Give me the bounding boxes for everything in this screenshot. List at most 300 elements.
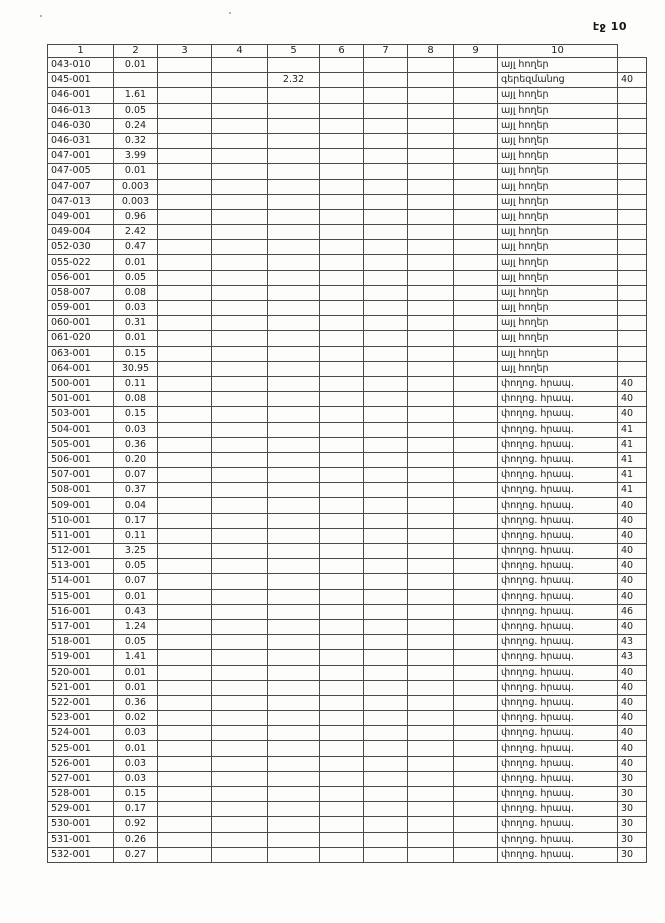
cell-land-type: փողոց. հրապ. bbox=[498, 437, 618, 452]
cell-col9 bbox=[454, 847, 498, 862]
cell-col7 bbox=[364, 255, 408, 270]
cell-col6 bbox=[320, 73, 364, 88]
cell-col5 bbox=[268, 559, 320, 574]
cell-col4 bbox=[212, 468, 268, 483]
margin-spacer bbox=[618, 45, 647, 58]
table-row bbox=[48, 498, 647, 513]
cell-land-type: այլ հողեր bbox=[498, 103, 618, 118]
cell-area-value: 0.15 bbox=[114, 346, 158, 361]
cell-col5 bbox=[268, 498, 320, 513]
table-row bbox=[48, 316, 647, 331]
cell-parcel-code: 525-001 bbox=[48, 741, 114, 756]
cell-col8 bbox=[408, 316, 454, 331]
cell-col8 bbox=[408, 802, 454, 817]
cell-col6 bbox=[320, 483, 364, 498]
cell-land-type: այլ հողեր bbox=[498, 225, 618, 240]
cell-land-type: փողոց. հրապ. bbox=[498, 407, 618, 422]
cell-col3 bbox=[158, 58, 212, 73]
cell-parcel-code: 047-001 bbox=[48, 149, 114, 164]
cell-col4 bbox=[212, 194, 268, 209]
cell-col4 bbox=[212, 346, 268, 361]
cell-col7 bbox=[364, 301, 408, 316]
table-row bbox=[48, 149, 647, 164]
cell-parcel-code: 515-001 bbox=[48, 589, 114, 604]
cell-margin-note: 41 bbox=[618, 422, 647, 437]
cell-col6 bbox=[320, 817, 364, 832]
cell-col5 bbox=[268, 346, 320, 361]
cell-col7 bbox=[364, 619, 408, 634]
cell-area-value: 0.92 bbox=[114, 817, 158, 832]
cell-parcel-code: 505-001 bbox=[48, 437, 114, 452]
cell-col9 bbox=[454, 468, 498, 483]
cell-col5 bbox=[268, 513, 320, 528]
cell-parcel-code: 047-005 bbox=[48, 164, 114, 179]
cell-area-value: 0.05 bbox=[114, 103, 158, 118]
cell-col6 bbox=[320, 255, 364, 270]
cell-col6 bbox=[320, 361, 364, 376]
cell-area-value: 0.36 bbox=[114, 437, 158, 452]
cell-col9 bbox=[454, 225, 498, 240]
cell-area-value: 0.27 bbox=[114, 847, 158, 862]
cell-land-type: փողոց. հրապ. bbox=[498, 787, 618, 802]
cell-col3 bbox=[158, 285, 212, 300]
cell-col7 bbox=[364, 756, 408, 771]
cell-margin-note: 40 bbox=[618, 498, 647, 513]
cell-margin-note: 30 bbox=[618, 771, 647, 786]
table-header bbox=[48, 45, 647, 58]
cell-col5 bbox=[268, 604, 320, 619]
cell-area-value: 0.07 bbox=[114, 468, 158, 483]
cell-margin-note bbox=[618, 194, 647, 209]
cell-col7 bbox=[364, 513, 408, 528]
cell-col3 bbox=[158, 832, 212, 847]
cell-col8 bbox=[408, 331, 454, 346]
cell-margin-note: 41 bbox=[618, 437, 647, 452]
table-row bbox=[48, 695, 647, 710]
cell-col8 bbox=[408, 179, 454, 194]
cell-col7 bbox=[364, 422, 408, 437]
cell-col4 bbox=[212, 285, 268, 300]
cell-col8 bbox=[408, 589, 454, 604]
cell-col5 bbox=[268, 376, 320, 391]
cell-parcel-code: 529-001 bbox=[48, 802, 114, 817]
cell-col7 bbox=[364, 194, 408, 209]
cell-parcel-code: 523-001 bbox=[48, 711, 114, 726]
cell-col4 bbox=[212, 58, 268, 73]
cell-margin-note bbox=[618, 209, 647, 224]
cell-col5 bbox=[268, 301, 320, 316]
cell-col3 bbox=[158, 118, 212, 133]
column-header-9: 9 bbox=[454, 45, 498, 58]
cell-area-value bbox=[114, 73, 158, 88]
cell-margin-note: 40 bbox=[618, 711, 647, 726]
cell-col9 bbox=[454, 513, 498, 528]
cell-area-value: 0.003 bbox=[114, 194, 158, 209]
cell-parcel-code: 510-001 bbox=[48, 513, 114, 528]
cell-col4 bbox=[212, 559, 268, 574]
table-row bbox=[48, 133, 647, 148]
cell-land-type: փողոց. հրապ. bbox=[498, 376, 618, 391]
cell-col3 bbox=[158, 574, 212, 589]
cell-land-type: փողոց. հրապ. bbox=[498, 619, 618, 634]
cell-col8 bbox=[408, 544, 454, 559]
cell-col6 bbox=[320, 680, 364, 695]
table-row bbox=[48, 118, 647, 133]
cell-parcel-code: 508-001 bbox=[48, 483, 114, 498]
cell-margin-note: 30 bbox=[618, 817, 647, 832]
cell-col8 bbox=[408, 437, 454, 452]
cell-area-value: 30.95 bbox=[114, 361, 158, 376]
cell-col9 bbox=[454, 817, 498, 832]
cell-parcel-code: 046-013 bbox=[48, 103, 114, 118]
cell-land-type: այլ հողեր bbox=[498, 255, 618, 270]
cell-col9 bbox=[454, 133, 498, 148]
cell-col3 bbox=[158, 103, 212, 118]
cell-col3 bbox=[158, 240, 212, 255]
cell-area-value: 2.42 bbox=[114, 225, 158, 240]
cell-col7 bbox=[364, 604, 408, 619]
table-row bbox=[48, 346, 647, 361]
cell-col4 bbox=[212, 528, 268, 543]
cell-col5 bbox=[268, 58, 320, 73]
cell-col5 bbox=[268, 483, 320, 498]
cell-area-value: 0.03 bbox=[114, 422, 158, 437]
cell-col4 bbox=[212, 574, 268, 589]
cell-col6 bbox=[320, 756, 364, 771]
cell-col3 bbox=[158, 680, 212, 695]
page-number: էջ 10 bbox=[592, 20, 627, 33]
cell-col4 bbox=[212, 817, 268, 832]
cell-margin-note bbox=[618, 118, 647, 133]
cell-col5 bbox=[268, 270, 320, 285]
cell-col4 bbox=[212, 483, 268, 498]
cell-col6 bbox=[320, 133, 364, 148]
cell-col5 bbox=[268, 407, 320, 422]
cell-col3 bbox=[158, 422, 212, 437]
table-row bbox=[48, 817, 647, 832]
cell-col9 bbox=[454, 452, 498, 467]
cell-col3 bbox=[158, 513, 212, 528]
cell-col9 bbox=[454, 635, 498, 650]
table-row bbox=[48, 209, 647, 224]
cell-land-type: այլ հողեր bbox=[498, 301, 618, 316]
cell-col4 bbox=[212, 771, 268, 786]
cell-col3 bbox=[158, 544, 212, 559]
cell-land-type: փողոց. հրապ. bbox=[498, 468, 618, 483]
cell-col4 bbox=[212, 604, 268, 619]
header-row bbox=[48, 45, 647, 58]
cell-col7 bbox=[364, 179, 408, 194]
cell-col6 bbox=[320, 164, 364, 179]
cell-col3 bbox=[158, 133, 212, 148]
cell-margin-note: 41 bbox=[618, 483, 647, 498]
cell-land-type: փողոց. հրապ. bbox=[498, 847, 618, 862]
cell-parcel-code: 052-030 bbox=[48, 240, 114, 255]
cell-col6 bbox=[320, 787, 364, 802]
cell-land-type: փողոց. հրապ. bbox=[498, 513, 618, 528]
cell-area-value: 0.43 bbox=[114, 604, 158, 619]
cell-col9 bbox=[454, 285, 498, 300]
cell-parcel-code: 060-001 bbox=[48, 316, 114, 331]
cell-margin-note: 40 bbox=[618, 741, 647, 756]
cell-parcel-code: 061-020 bbox=[48, 331, 114, 346]
cell-col5 bbox=[268, 316, 320, 331]
cell-col8 bbox=[408, 832, 454, 847]
cell-col3 bbox=[158, 695, 212, 710]
cell-col7 bbox=[364, 847, 408, 862]
cell-land-type: այլ հողեր bbox=[498, 179, 618, 194]
cell-parcel-code: 520-001 bbox=[48, 665, 114, 680]
table-row bbox=[48, 483, 647, 498]
cell-col3 bbox=[158, 726, 212, 741]
cell-col6 bbox=[320, 726, 364, 741]
table-row bbox=[48, 680, 647, 695]
cell-area-value: 1.61 bbox=[114, 88, 158, 103]
cell-col8 bbox=[408, 118, 454, 133]
table-row bbox=[48, 255, 647, 270]
column-header-5: 5 bbox=[268, 45, 320, 58]
cell-col9 bbox=[454, 73, 498, 88]
cell-col8 bbox=[408, 771, 454, 786]
table-row bbox=[48, 604, 647, 619]
cell-col6 bbox=[320, 118, 364, 133]
cell-col5 bbox=[268, 589, 320, 604]
cell-col8 bbox=[408, 726, 454, 741]
cell-area-value: 0.20 bbox=[114, 452, 158, 467]
cell-parcel-code: 058-007 bbox=[48, 285, 114, 300]
cell-col5: 2.32 bbox=[268, 73, 320, 88]
cell-col7 bbox=[364, 407, 408, 422]
cell-margin-note bbox=[618, 316, 647, 331]
cell-col5 bbox=[268, 574, 320, 589]
cell-parcel-code: 518-001 bbox=[48, 635, 114, 650]
cell-col4 bbox=[212, 376, 268, 391]
cell-col9 bbox=[454, 498, 498, 513]
cell-col5 bbox=[268, 361, 320, 376]
cell-margin-note bbox=[618, 361, 647, 376]
cell-col9 bbox=[454, 802, 498, 817]
cell-col7 bbox=[364, 635, 408, 650]
table-row bbox=[48, 88, 647, 103]
cell-col4 bbox=[212, 635, 268, 650]
cell-col3 bbox=[158, 88, 212, 103]
cell-col6 bbox=[320, 695, 364, 710]
cell-col6 bbox=[320, 149, 364, 164]
cell-parcel-code: 507-001 bbox=[48, 468, 114, 483]
cell-col9 bbox=[454, 422, 498, 437]
cell-col3 bbox=[158, 619, 212, 634]
cell-parcel-code: 046-030 bbox=[48, 118, 114, 133]
cell-col6 bbox=[320, 88, 364, 103]
cell-col9 bbox=[454, 726, 498, 741]
cell-col3 bbox=[158, 483, 212, 498]
cell-col5 bbox=[268, 164, 320, 179]
cell-col5 bbox=[268, 149, 320, 164]
cell-col8 bbox=[408, 452, 454, 467]
table-row bbox=[48, 225, 647, 240]
cell-col5 bbox=[268, 194, 320, 209]
cell-land-type: այլ հողեր bbox=[498, 194, 618, 209]
cell-col6 bbox=[320, 240, 364, 255]
cell-col3 bbox=[158, 802, 212, 817]
cell-area-value: 1.24 bbox=[114, 619, 158, 634]
cell-col4 bbox=[212, 680, 268, 695]
cell-margin-note: 40 bbox=[618, 528, 647, 543]
table-row bbox=[48, 331, 647, 346]
cell-col3 bbox=[158, 407, 212, 422]
cell-margin-note: 40 bbox=[618, 574, 647, 589]
cell-col7 bbox=[364, 58, 408, 73]
cell-col7 bbox=[364, 437, 408, 452]
cell-col4 bbox=[212, 726, 268, 741]
column-header-3: 3 bbox=[158, 45, 212, 58]
cell-col3 bbox=[158, 559, 212, 574]
cell-col5 bbox=[268, 209, 320, 224]
cell-col4 bbox=[212, 711, 268, 726]
cell-col7 bbox=[364, 316, 408, 331]
cell-col8 bbox=[408, 817, 454, 832]
cell-land-type: փողոց. հրապ. bbox=[498, 452, 618, 467]
table-row bbox=[48, 665, 647, 680]
cell-col6 bbox=[320, 58, 364, 73]
table-row bbox=[48, 741, 647, 756]
table-row bbox=[48, 301, 647, 316]
cell-land-type: փողոց. հրապ. bbox=[498, 802, 618, 817]
cell-margin-note bbox=[618, 255, 647, 270]
cell-parcel-code: 527-001 bbox=[48, 771, 114, 786]
cell-col6 bbox=[320, 665, 364, 680]
cell-margin-note: 30 bbox=[618, 802, 647, 817]
cell-land-type: փողոց. հրապ. bbox=[498, 559, 618, 574]
cell-col9 bbox=[454, 680, 498, 695]
cell-col4 bbox=[212, 392, 268, 407]
cell-col3 bbox=[158, 376, 212, 391]
cell-margin-note: 40 bbox=[618, 680, 647, 695]
cell-col8 bbox=[408, 346, 454, 361]
cell-col3 bbox=[158, 361, 212, 376]
cell-col4 bbox=[212, 301, 268, 316]
cell-col8 bbox=[408, 164, 454, 179]
cell-col6 bbox=[320, 270, 364, 285]
cell-col5 bbox=[268, 133, 320, 148]
cell-col7 bbox=[364, 118, 408, 133]
cell-col8 bbox=[408, 650, 454, 665]
cell-margin-note: 30 bbox=[618, 832, 647, 847]
cell-col4 bbox=[212, 225, 268, 240]
cell-col8 bbox=[408, 513, 454, 528]
cell-col8 bbox=[408, 422, 454, 437]
cell-land-type: փողոց. հրապ. bbox=[498, 711, 618, 726]
cell-col3 bbox=[158, 437, 212, 452]
cell-col4 bbox=[212, 361, 268, 376]
cell-col3 bbox=[158, 452, 212, 467]
cell-area-value: 0.01 bbox=[114, 164, 158, 179]
cell-col9 bbox=[454, 741, 498, 756]
cell-area-value: 0.01 bbox=[114, 331, 158, 346]
cell-land-type: փողոց. հրապ. bbox=[498, 544, 618, 559]
cell-parcel-code: 064-001 bbox=[48, 361, 114, 376]
cell-col8 bbox=[408, 361, 454, 376]
cell-col9 bbox=[454, 574, 498, 589]
cell-col9 bbox=[454, 711, 498, 726]
cell-col9 bbox=[454, 270, 498, 285]
cell-parcel-code: 509-001 bbox=[48, 498, 114, 513]
cell-col6 bbox=[320, 452, 364, 467]
table-row bbox=[48, 832, 647, 847]
cell-col9 bbox=[454, 331, 498, 346]
cell-col5 bbox=[268, 118, 320, 133]
cell-col9 bbox=[454, 604, 498, 619]
cell-area-value: 0.05 bbox=[114, 270, 158, 285]
scan-speck bbox=[229, 12, 231, 14]
cell-col9 bbox=[454, 164, 498, 179]
cell-margin-note: 40 bbox=[618, 756, 647, 771]
cell-col5 bbox=[268, 88, 320, 103]
cell-col7 bbox=[364, 559, 408, 574]
cell-col5 bbox=[268, 225, 320, 240]
cell-col4 bbox=[212, 650, 268, 665]
cell-margin-note bbox=[618, 346, 647, 361]
cell-col6 bbox=[320, 407, 364, 422]
cell-col4 bbox=[212, 179, 268, 194]
cell-area-value: 0.15 bbox=[114, 407, 158, 422]
cell-area-value: 0.01 bbox=[114, 255, 158, 270]
cell-col8 bbox=[408, 483, 454, 498]
column-header-2: 2 bbox=[114, 45, 158, 58]
cell-margin-note: 43 bbox=[618, 635, 647, 650]
cell-land-type: այլ հողեր bbox=[498, 118, 618, 133]
cell-land-type: այլ հողեր bbox=[498, 361, 618, 376]
cell-col9 bbox=[454, 179, 498, 194]
cell-col6 bbox=[320, 559, 364, 574]
cell-col4 bbox=[212, 133, 268, 148]
cell-col3 bbox=[158, 741, 212, 756]
cell-margin-note: 30 bbox=[618, 787, 647, 802]
cell-col6 bbox=[320, 802, 364, 817]
cell-land-type: փողոց. հրապ. bbox=[498, 589, 618, 604]
cell-col6 bbox=[320, 528, 364, 543]
cell-margin-note: 40 bbox=[618, 726, 647, 741]
cell-col3 bbox=[158, 771, 212, 786]
cell-col9 bbox=[454, 376, 498, 391]
cell-col8 bbox=[408, 103, 454, 118]
cell-col8 bbox=[408, 574, 454, 589]
cell-col7 bbox=[364, 103, 408, 118]
cell-col6 bbox=[320, 285, 364, 300]
cell-col8 bbox=[408, 756, 454, 771]
cell-col4 bbox=[212, 118, 268, 133]
cell-col7 bbox=[364, 802, 408, 817]
cell-land-type: այլ հողեր bbox=[498, 270, 618, 285]
cell-col7 bbox=[364, 225, 408, 240]
cell-land-type: փողոց. հրապ. bbox=[498, 771, 618, 786]
cell-col6 bbox=[320, 711, 364, 726]
cell-col6 bbox=[320, 832, 364, 847]
cell-col7 bbox=[364, 73, 408, 88]
cell-col7 bbox=[364, 240, 408, 255]
cell-col6 bbox=[320, 498, 364, 513]
cell-margin-note: 43 bbox=[618, 650, 647, 665]
cell-margin-note: 30 bbox=[618, 847, 647, 862]
cell-land-type: այլ հողեր bbox=[498, 133, 618, 148]
cell-col7 bbox=[364, 270, 408, 285]
cell-area-value: 0.11 bbox=[114, 376, 158, 391]
cell-col8 bbox=[408, 58, 454, 73]
cell-area-value: 0.24 bbox=[114, 118, 158, 133]
cell-margin-note: 40 bbox=[618, 392, 647, 407]
cell-col4 bbox=[212, 422, 268, 437]
cell-col3 bbox=[158, 346, 212, 361]
